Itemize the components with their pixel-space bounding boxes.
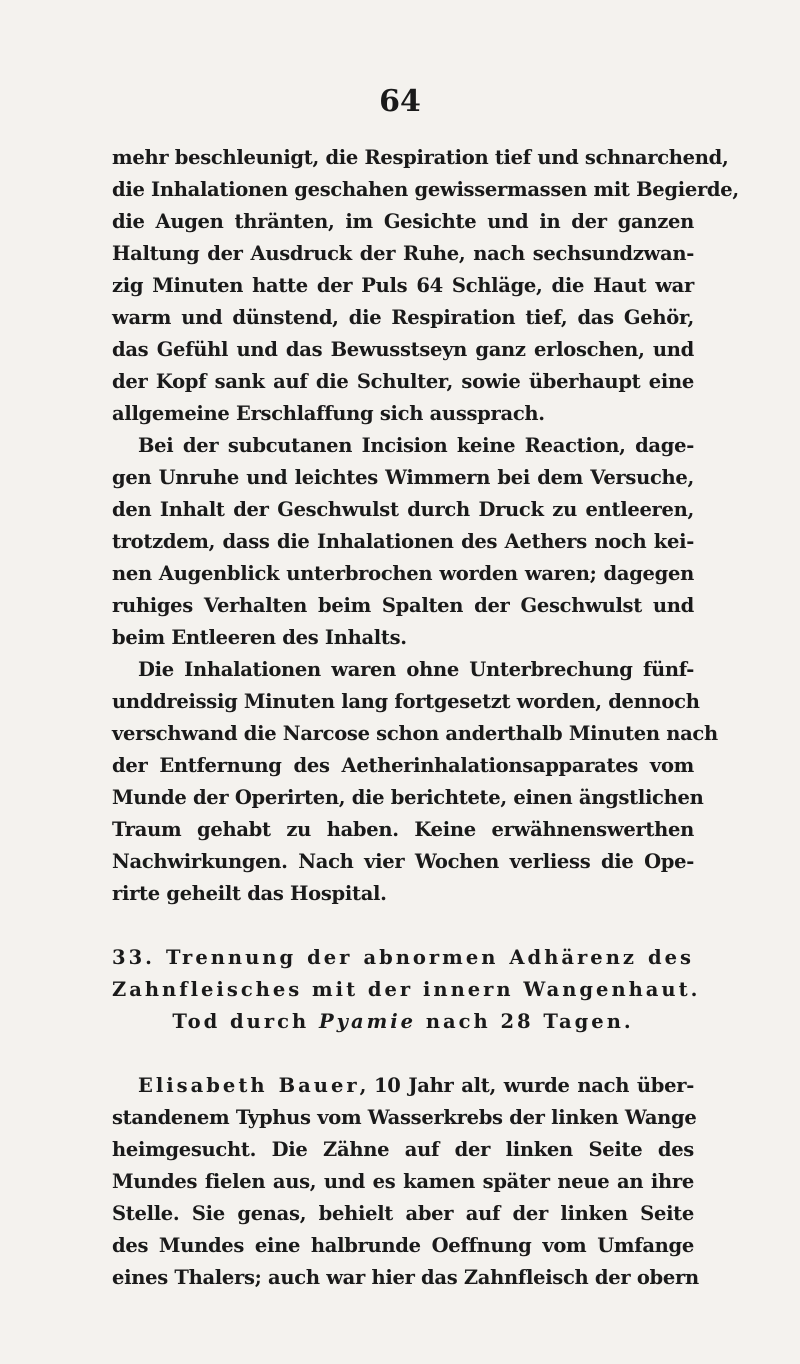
body-text: [112, 142, 739, 1302]
text-line: mehr beschleunigt, die Respiration tief und schnarchend,: [112, 146, 729, 169]
text-line: der Entfernung des Aetherinhalationsapparates vom: [112, 754, 694, 777]
text-line: [138, 1070, 694, 1102]
text-line: die Inhalationen geschahen gewissermassen mit Begierde,: [112, 178, 739, 201]
section-heading: [112, 1006, 694, 1038]
text-line: Traum gehabt zu haben. Keine erwähnenswerthen: [112, 818, 694, 841]
text-line: heimgesucht. Die Zähne auf der linken Seite des: [112, 1138, 694, 1161]
text-line: ruhiges Verhalten beim Spalten der Geschwulst und: [112, 594, 694, 617]
text-line: Die Inhalationen waren ohne Unterbrechung fünf-: [138, 658, 694, 681]
text-line: Nachwirkungen. Nach vier Wochen verliess die Ope-: [112, 850, 694, 873]
heading-text: nach 28 Tagen.: [416, 1010, 634, 1033]
text-line: zig Minuten hatte der Puls 64 Schläge, die Haut war: [112, 274, 694, 297]
text-line: Bei der subcutanen Incision keine Reaction, dage-: [138, 434, 694, 457]
text-line: trotzdem, dass die Inhalationen des Aethers noch kei-: [112, 530, 694, 553]
heading-text: Tod durch: [172, 1010, 319, 1033]
text-line: allgemeine Erschlaffung sich aussprach.: [112, 402, 545, 425]
text-line: beim Entleeren des Inhalts.: [112, 626, 407, 649]
text-line: des Mundes eine halbrunde Oeffnung vom Umfange: [112, 1234, 694, 1257]
section-heading: Zahnfleisches mit der innern Wangenhaut.: [112, 978, 701, 1001]
heading-italic-term: Pyamie: [318, 1010, 417, 1033]
text-line: gen Unruhe und leichtes Wimmern bei dem Versuche,: [112, 466, 694, 489]
text-line: den Inhalt der Geschwulst durch Druck zu entleeren,: [112, 498, 694, 521]
text-line: rirte geheilt das Hospital.: [112, 882, 387, 905]
section-heading: 33. Trennung der abnormen Adhärenz des: [112, 946, 694, 969]
text-line: nen Augenblick unterbrochen worden waren; dagegen: [112, 562, 694, 585]
text-line: Mundes fielen aus, und es kamen später neue an ihre: [112, 1170, 694, 1193]
text-line: verschwand die Narcose schon anderthalb Minuten nach: [112, 722, 718, 745]
page-number: 64: [379, 84, 421, 119]
patient-name: Elisabeth Bauer: [138, 1074, 360, 1097]
text-line: eines Thalers; auch war hier das Zahnfleisch der obern: [112, 1266, 699, 1289]
text-line: Stelle. Sie genas, behielt aber auf der linken Seite: [112, 1202, 694, 1225]
text-line: Haltung der Ausdruck der Ruhe, nach sechsundzwan-: [112, 242, 694, 265]
text-line: warm und dünstend, die Respiration tief, das Gehör,: [112, 306, 694, 329]
text-line: der Kopf sank auf die Schulter, sowie überhaupt eine: [112, 370, 694, 393]
text-fragment: , 10 Jahr alt, wurde nach über-: [359, 1074, 694, 1097]
text-line: standenem Typhus vom Wasserkrebs der linken Wange: [112, 1106, 697, 1129]
text-line: die Augen thränten, im Gesichte und in der ganzen: [112, 210, 694, 233]
text-line: das Gefühl und das Bewusstseyn ganz erloschen, und: [112, 338, 694, 361]
text-line: unddreissig Minuten lang fortgesetzt worden, dennoch: [112, 690, 700, 713]
text-line: Munde der Operirten, die berichtete, einen ängstlichen: [112, 786, 704, 809]
